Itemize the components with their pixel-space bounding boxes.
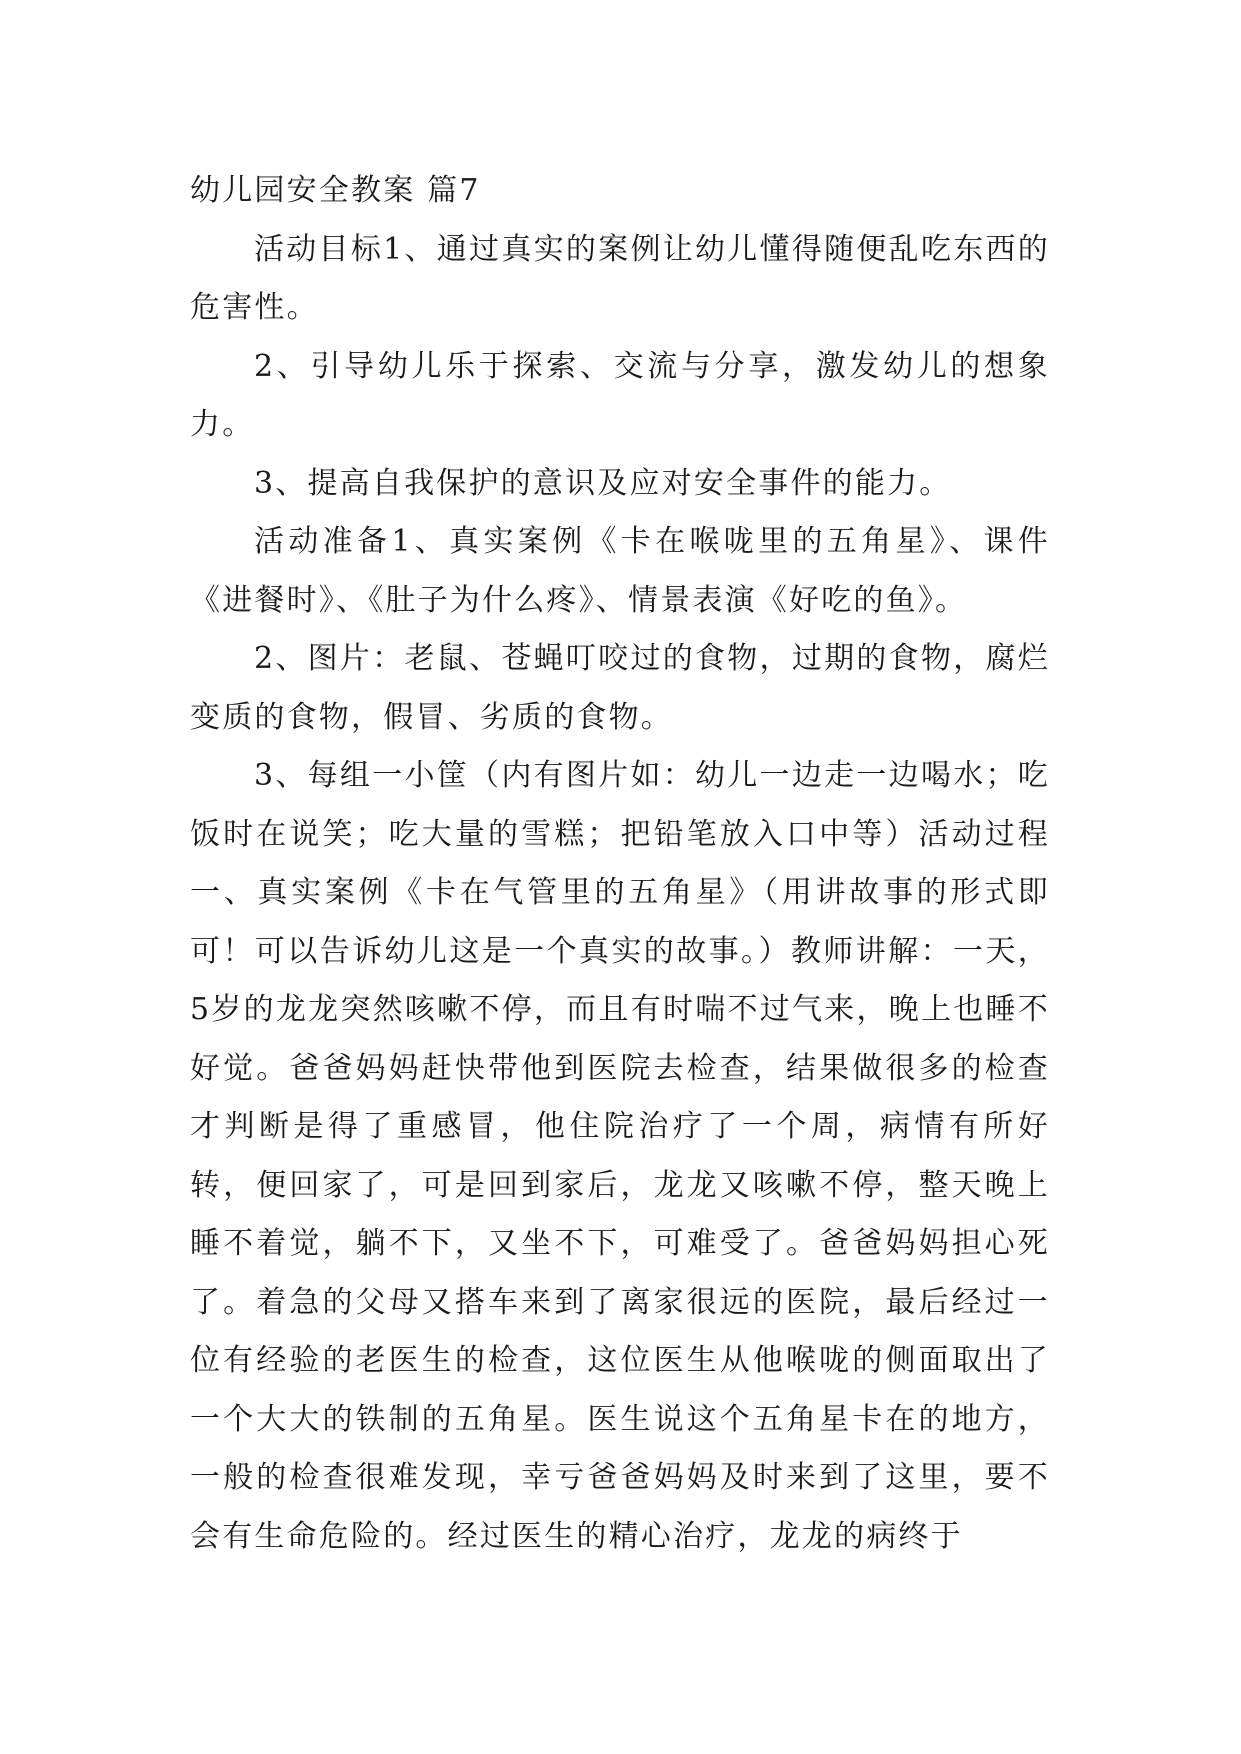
paragraph-goal-2: 2、引导幼儿乐于探索、交流与分享，激发幼儿的想象力。 — [190, 348, 1050, 442]
paragraph-goal-1: 活动目标1、通过真实的案例让幼儿懂得随便乱吃东西的危害性。 — [190, 231, 1050, 325]
paragraph-prep-3-and-process: 3、每组一小筐（内有图片如：幼儿一边走一边喝水；吃饭时在说笑；吃大量的雪糕；把铅笔放入口中等）活动过程一、真实案例《卡在气管里的五角星》（用讲故事的形式即可！可以告诉幼儿这是一个真实的故事。）教师讲解：一天，5岁的龙龙突然咳嗽不停，而且有时喘不过气来，晚上也睡不好觉。爸爸妈妈赶快带他到医院去检查，结果做很多的检查才判断是得了重感冒，他住院治疗了一个周，病情有所好转，便回家了，可是回到家后，龙龙又咳嗽不停，整天晚上睡不着觉，躺不下，又坐不下，可难受了。爸爸妈妈担心死了。着急的父母又搭车来到了离家很远的医院，最后经过一位有经验的老医生的检查，这位医生从他喉咙的侧面取出了一个大大的铁制的五角星。医生说这个五角星卡在的地方，一般的检查很难发现，幸亏爸爸妈妈及时来到了这里，要不会有生命危险的。经过医生的精心治疗，龙龙的病终于 — [190, 758, 1050, 1554]
document-body — [190, 162, 1050, 1566]
paragraph-prep-1: 活动准备1、真实案例《卡在喉咙里的五角星》、课件《进餐时》、《肚子为什么疼》、情景表演《好吃的鱼》。 — [190, 524, 1050, 618]
document-title: 幼儿园安全教案 篇7 — [190, 173, 481, 208]
paragraph-prep-2: 2、图片：老鼠、苍蝇叮咬过的食物，过期的食物，腐烂变质的食物，假冒、劣质的食物。 — [190, 641, 1050, 735]
paragraph-goal-3: 3、提高自我保护的意识及应对安全事件的能力。 — [254, 465, 952, 501]
